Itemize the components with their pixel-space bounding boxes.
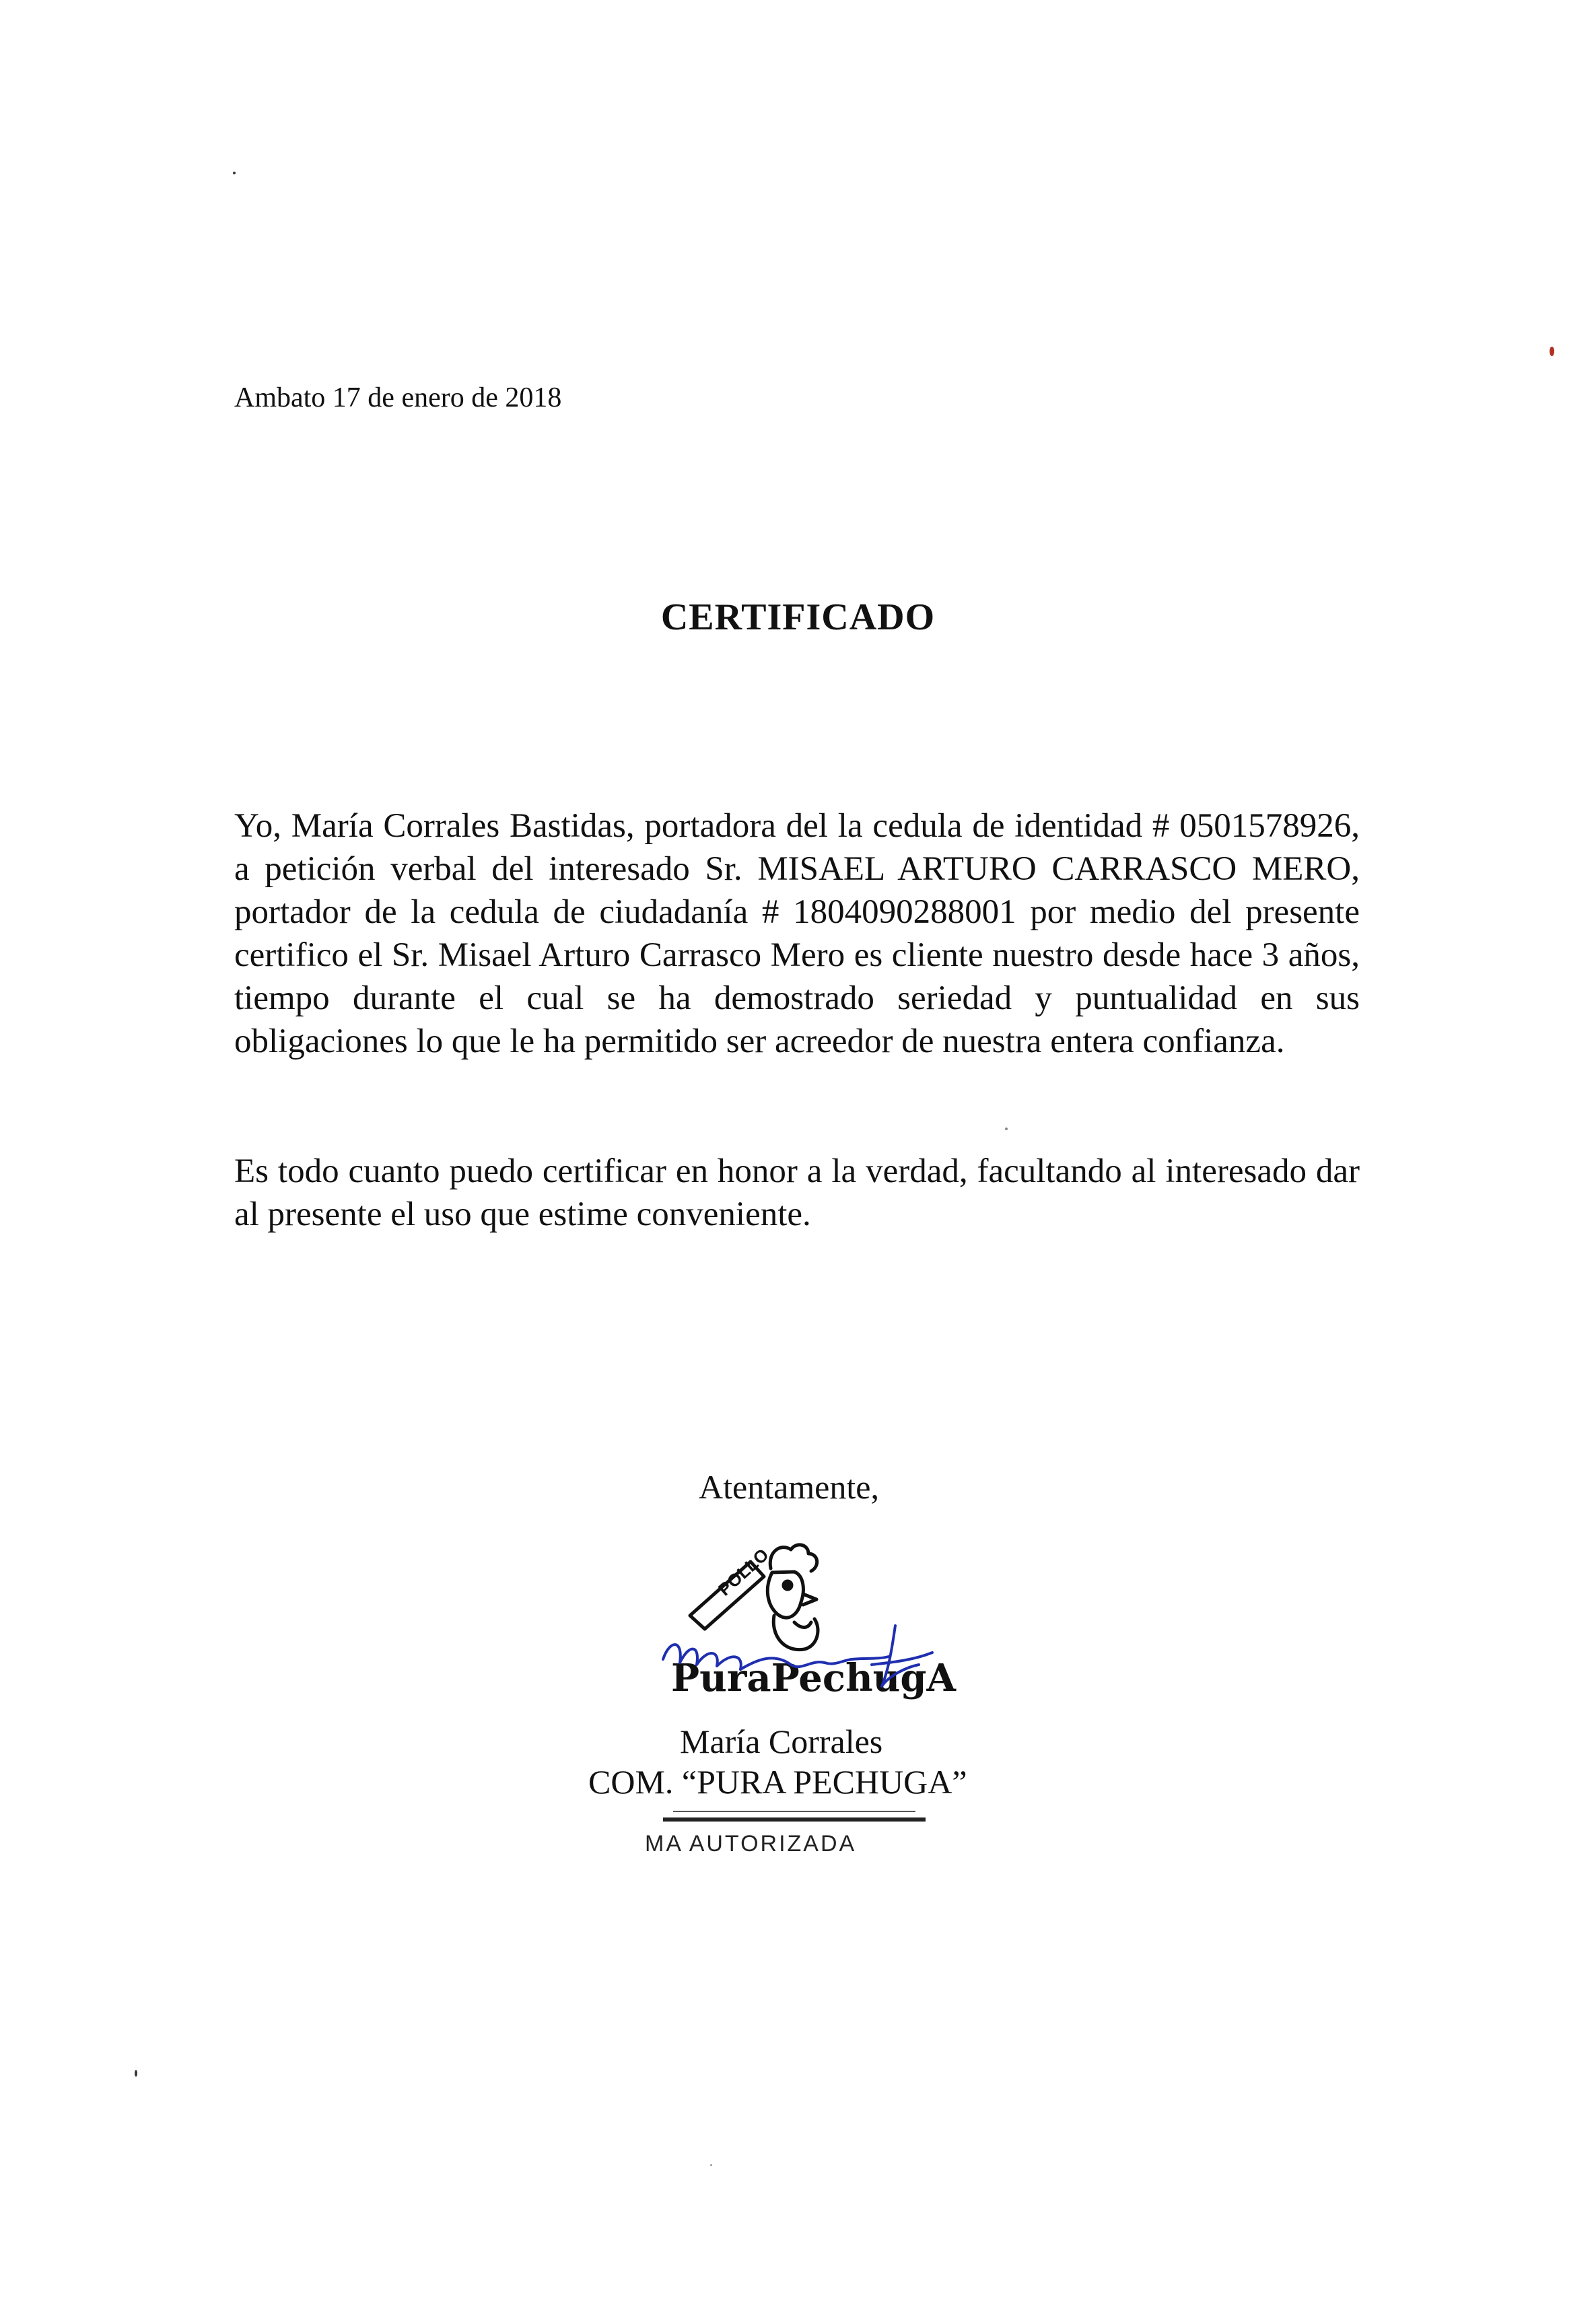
stamp-brand-text: PuraPechugA bbox=[671, 1656, 956, 1700]
document-title: CERTIFICADO bbox=[660, 596, 936, 638]
authorized-signature-stamp-text: MA AUTORIZADA bbox=[645, 1831, 857, 1857]
scan-speck bbox=[1550, 347, 1554, 356]
scan-speck bbox=[1005, 1128, 1008, 1130]
stamp-rule bbox=[663, 1817, 926, 1822]
company-name: COM. “PURA PECHUGA” bbox=[588, 1763, 967, 1801]
scan-speck bbox=[233, 172, 236, 174]
stamp-tag-text: POLLO bbox=[714, 1544, 773, 1600]
scan-speck bbox=[710, 2164, 712, 2166]
certificate-paragraph: Yo, María Corrales Bastidas, portadora del la cedula de identidad # 0501578926, a petición verbal del interesado Sr. MISAEL ARTURO CARRASCO MERO, portador de la cedula de ciudadanía # 1804090288001 por medio del presente certifico el Sr. Misael Arturo Carrasco Mero es cliente nuestro desde hace 3 años, tiempo durante el cual se ha demostrado seriedad y puntualidad en sus obligaciones lo que le ha permitido ser acreedor de nuestra entera confianza. bbox=[234, 807, 1360, 1060]
letter-date: Ambato 17 de enero de 2018 bbox=[234, 382, 562, 413]
closing-salutation: Atentamente, bbox=[699, 1468, 879, 1506]
signer-name: María Corrales bbox=[680, 1723, 883, 1760]
stamp-rule-thin bbox=[673, 1811, 915, 1812]
handwritten-signature bbox=[656, 1612, 939, 1700]
scan-speck bbox=[135, 2070, 137, 2077]
closing-paragraph: Es todo cuanto puedo certificar en honor a la verdad, facultando al interesado dar al presente el uso que estime conveniente. bbox=[234, 1152, 1360, 1233]
